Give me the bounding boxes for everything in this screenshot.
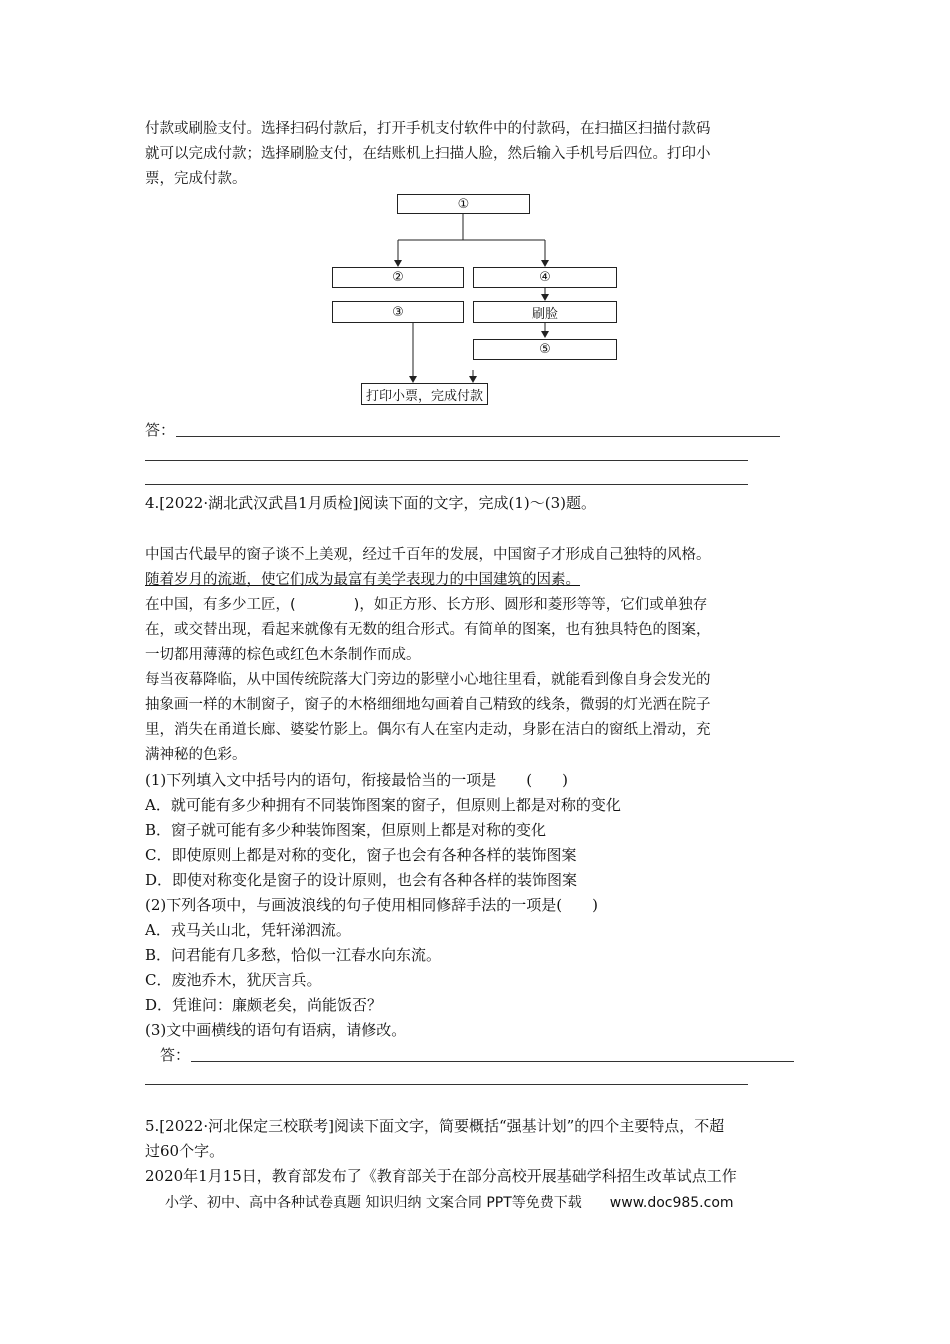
q4-sub1-stem: (1)下列填入文中括号内的语句，衔接最恰当的一项是 ( )	[145, 771, 568, 789]
intro-line-2: 就可以完成付款；选择刷脸支付，在结账机上扫描人脸，然后输入手机号后四位。打印小	[145, 146, 711, 162]
page-footer	[165, 1192, 734, 1212]
q4-sub2-option-a[interactable]: A．戎马关山北，凭轩涕泗流。	[145, 921, 351, 939]
q5-title-line-2: 过60个字。	[145, 1142, 225, 1160]
q4-passage-line: 在，或交替出现，看起来就像有无数的组合形式。有简单的图案，也有独具特色的图案，	[145, 622, 711, 638]
answer-label: 答：	[145, 421, 176, 439]
intro-line-3: 票，完成付款。	[145, 171, 247, 187]
answer-label: 答：	[160, 1046, 191, 1064]
q4-sub2-option-c[interactable]: C．废池乔木，犹厌言兵。	[145, 971, 322, 989]
q5-title-line-1: 5.[2022·河北保定三校联考]阅读下面文字，简要概括“强基计划”的四个主要特点，不超	[145, 1117, 725, 1135]
q4-sub2-stem: (2)下列各项中，与画波浪线的句子使用相同修辞手法的一项是( )	[145, 896, 598, 914]
q4-passage-underlined-sentence: 随着岁月的流逝，使它们成为最富有美学表现力的中国建筑的因素。	[145, 572, 580, 588]
q4-title: 4.[2022·湖北武汉武昌1月质检]阅读下面的文字，完成(1)～(3)题。	[145, 494, 596, 512]
q4-sub1-option-a[interactable]: A．就可能有多少种拥有不同装饰图案的窗子，但原则上都是对称的变化	[145, 796, 621, 814]
flow-box-face: 刷脸	[473, 301, 617, 323]
q4-passage-line: 每当夜幕降临，从中国传统院落大门旁边的影壁小心地往里看，就能看到像自身会发光的	[145, 672, 711, 688]
flow-box-1: ①	[397, 194, 530, 214]
q4-sub3-stem: (3)文中画横线的语句有语病，请修改。	[145, 1021, 407, 1039]
q5-passage-line: 2020年1月15日，教育部发布了《教育部关于在部分高校开展基础学科招生改革试点工作	[145, 1167, 737, 1185]
q4-passage-line: 抽象画一样的木制窗子，窗子的木格细细地勾画着自己精致的线条，微弱的灯光洒在院子	[145, 697, 711, 713]
flow-box-5: ⑤	[473, 339, 617, 360]
answer-line[interactable]	[145, 484, 748, 485]
q4-passage-line: 一切都用薄薄的棕色或红色木条制作而成。	[145, 647, 421, 663]
q4-passage-line: 在中国，有多少工匠，( )，如正方形、长方形、圆形和菱形等等，它们或单独存	[145, 597, 708, 613]
footer-url[interactable]: www.doc985.com	[609, 1195, 734, 1211]
q4-sub1-option-c[interactable]: C．即使原则上都是对称的变化，窗子也会有各种各样的装饰图案	[145, 846, 577, 864]
footer-text: 小学、初中、高中各种试卷真题 知识归纳 文案合同 PPT等免费下载	[165, 1195, 582, 1211]
flow-box-2: ②	[332, 267, 464, 288]
q4-passage-line: 里，消失在甬道长廊、婆娑竹影上。偶尔有人在室内走动，身影在洁白的窗纸上滑动，充	[145, 722, 711, 738]
answer-line[interactable]	[176, 436, 780, 437]
q4-sub1-option-d[interactable]: D．即使对称变化是窗子的设计原则，也会有各种各样的装饰图案	[145, 871, 578, 889]
answer-line[interactable]	[145, 460, 748, 461]
intro-line-1: 付款或刷脸支付。选择扫码付款后，打开手机支付软件中的付款码，在扫描区扫描付款码	[145, 121, 711, 137]
answer-line[interactable]	[191, 1061, 794, 1062]
q4-sub2-option-d[interactable]: D．凭谁问：廉颇老矣，尚能饭否？	[145, 996, 383, 1014]
q4-sub2-option-b[interactable]: B．问君能有几多愁，恰似一江春水向东流。	[145, 946, 442, 964]
q4-passage-line: 中国古代最早的窗子谈不上美观，经过千百年的发展，中国窗子才形成自己独特的风格。	[145, 547, 711, 563]
flow-box-4: ④	[473, 267, 617, 288]
q4-passage-line: 满神秘的色彩。	[145, 747, 247, 763]
flow-box-end: 打印小票，完成付款	[361, 383, 488, 405]
q4-sub1-option-b[interactable]: B．窗子就可能有多少种装饰图案，但原则上都是对称的变化	[145, 821, 547, 839]
flow-box-3: ③	[332, 301, 464, 323]
answer-line[interactable]	[145, 1084, 748, 1085]
